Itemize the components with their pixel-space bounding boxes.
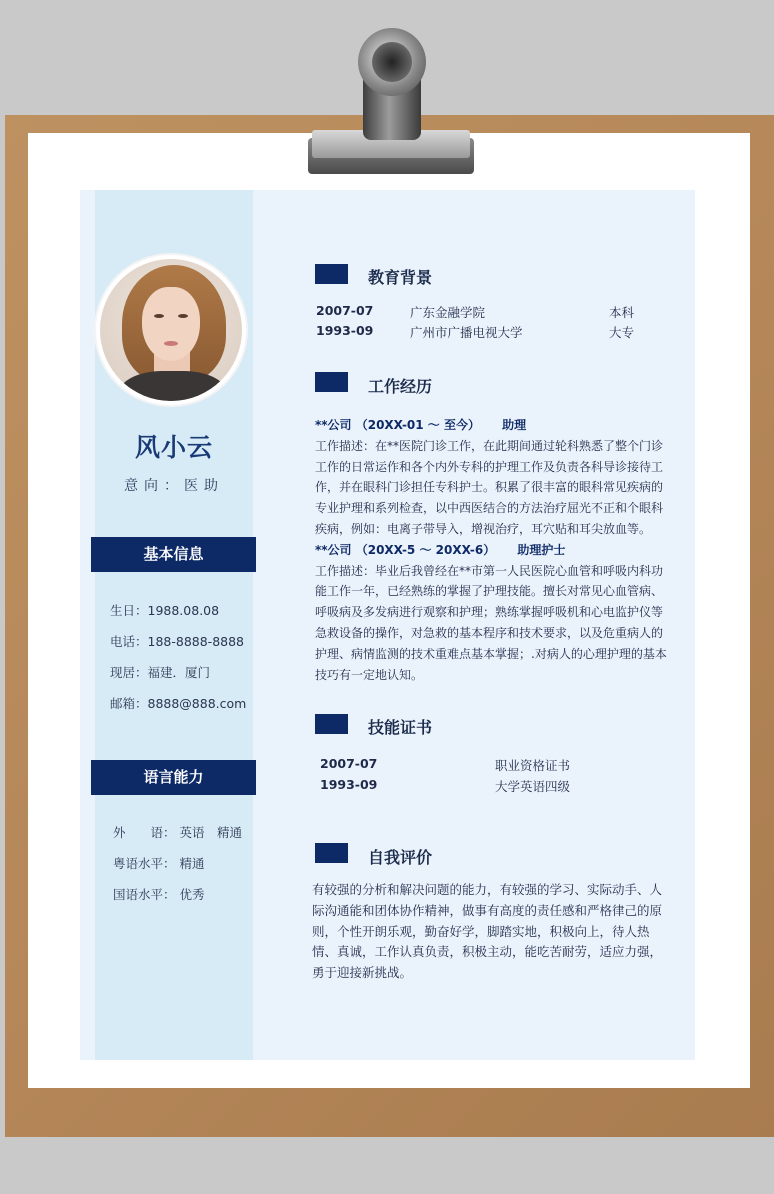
skill-cert-1: 职业资格证书 — [495, 758, 571, 773]
edu-degree-2: 大专 — [609, 325, 635, 340]
skill-date-1: 2007-07 — [320, 756, 378, 771]
education-heading: 教育背景 — [368, 268, 433, 287]
job-1-description: 工作描述：在**医院门诊工作，在此期间通过轮科熟悉了整个门诊工作的日常运作和各个内外专科的护理工作及负责各科导诊接待工作，并在眼科门诊担任专科护士。积累了很丰富的眼科常见疾病的专业护理和系列检查，以中西医结合的方法治疗屈光不正和个眼科疾病，例如：电离子带导入，增视治疗，耳穴贴和耳尖放血等。 — [315, 438, 664, 536]
basic-info-heading: 基本信息 — [91, 537, 256, 572]
job-intent: 意向：医助 — [124, 478, 224, 494]
binder-clip-ring-inner — [372, 42, 412, 82]
work-history — [315, 415, 673, 685]
birthday-line: 生日：1988.08.08 — [110, 603, 220, 618]
job-1-header: **公司 （20XX-01 ～ 至今） 助理 — [315, 418, 527, 432]
work-heading: 工作经历 — [368, 377, 433, 396]
skill-cert-2: 大学英语四级 — [495, 779, 571, 794]
edu-degree-1: 本科 — [609, 305, 635, 320]
phone-line: 电话：188-8888-8888 — [110, 634, 245, 649]
candidate-name: 风小云 — [134, 433, 213, 462]
self-eval-bar — [315, 843, 348, 863]
skill-date-2: 1993-09 — [320, 777, 378, 792]
edu-date-2: 1993-09 — [316, 323, 374, 338]
cantonese-line: 粤语水平： 精通 — [113, 856, 205, 871]
foreign-language-line: 外 语： 英语 精通 — [113, 825, 242, 840]
mandarin-line: 国语水平： 优秀 — [113, 887, 205, 902]
avatar — [96, 255, 246, 405]
email-line: 邮箱：8888@888.com — [110, 696, 247, 711]
job-2-header: **公司 （20XX-5 ～ 20XX-6） 助理护士 — [315, 542, 566, 557]
self-eval-heading: 自我评价 — [368, 848, 433, 867]
skills-heading: 技能证书 — [368, 718, 433, 737]
location-line: 现居：福建．厦门 — [110, 665, 211, 680]
work-bar — [315, 372, 348, 392]
edu-date-1: 2007-07 — [316, 303, 374, 318]
education-bar — [315, 264, 348, 284]
edu-school-1: 广东金融学院 — [410, 305, 486, 320]
language-heading: 语言能力 — [91, 760, 256, 795]
self-eval-text: 有较强的分析和解决问题的能力，有较强的学习、实际动手、人际沟通能和团体协作精神，做事有高度的责任感和严格律己的原则，个性开朗乐观，勤奋好学，脚踏实地，积极向上，待人热情、真诚，工作认真负责，积极主动，能吃苦耐劳，适应力强，勇于迎接新挑战。 — [312, 882, 663, 981]
job-2-description: 工作描述：毕业后我曾经在**市第一人民医院心血管和呼吸内科功能工作一年，已经熟练的掌握了护理技能。擅长对常见心血管病、呼吸病及多发病进行观察和护理；熟练掌握呼吸机和心电监护仪等急救设备的操作，对急救的基本程序和技术要求，以及危重病人的护理、病情监测的技术重难点基本掌握；.对病人的心理护理的基本技巧有一定地认知。 — [315, 563, 667, 682]
edu-school-2: 广州市广播电视大学 — [410, 325, 523, 340]
skills-bar — [315, 714, 348, 734]
